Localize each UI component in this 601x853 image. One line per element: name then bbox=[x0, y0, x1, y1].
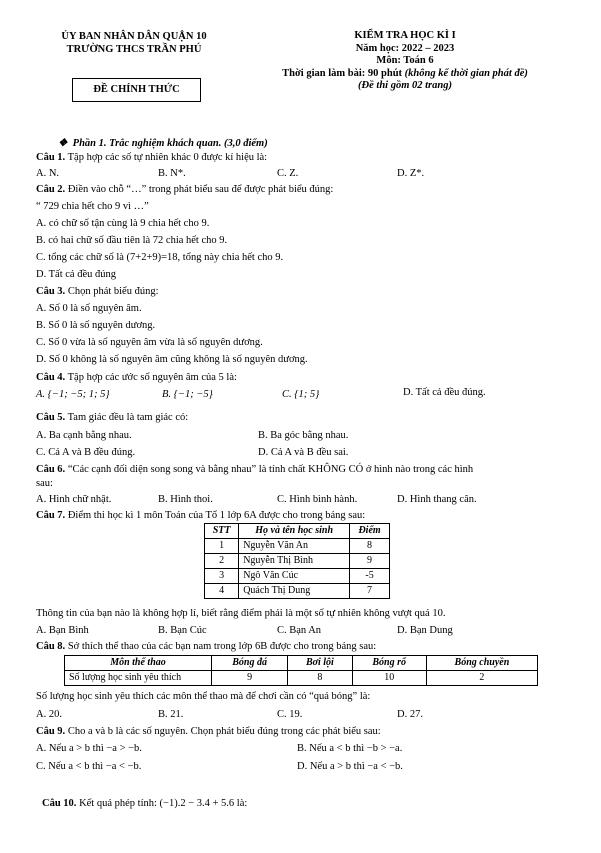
exam-title: KIỂM TRA HỌC KÌ I bbox=[354, 30, 456, 41]
q2-option-b[interactable]: B. có hai chữ số đầu tiên là 72 chia hết cho 9. bbox=[36, 235, 228, 246]
q8-option-a[interactable]: A. 20. bbox=[36, 709, 62, 720]
q4-option-b[interactable]: B. {−1; −5} bbox=[162, 389, 213, 400]
col-stt: STT bbox=[205, 524, 239, 539]
q9-option-d[interactable]: D. Nếu a > b thì −a < −b. bbox=[297, 761, 403, 772]
q8-statement: Số lượng học sinh yêu thích các môn thể thao mà để chơi cần có “quả bóng” là: bbox=[36, 691, 371, 702]
q6-option-d[interactable]: D. Hình thang cân. bbox=[397, 494, 477, 505]
q3-option-a[interactable]: A. Số 0 là số nguyên âm. bbox=[36, 303, 142, 314]
q9-option-b[interactable]: B. Nếu a < b thì −b > −a. bbox=[297, 743, 403, 754]
q7-option-c[interactable]: C. Bạn An bbox=[277, 625, 322, 636]
q1-option-b[interactable]: B. N*. bbox=[158, 168, 186, 179]
question-2: Câu 2. Điền vào chỗ “…” trong phát biểu sau để được phát biểu đúng: bbox=[36, 184, 334, 195]
q1-option-c[interactable]: C. Z. bbox=[277, 168, 299, 179]
q9-option-c[interactable]: C. Nếu a < b thì −a < −b. bbox=[36, 761, 142, 772]
question-1: Câu 1. Tập hợp các số tự nhiên khác 0 được kí hiệu là: bbox=[36, 152, 268, 163]
question-8: Câu 8. Sở thích thể thao của các bạn nam trong lớp 6B được cho trong bảng sau: bbox=[36, 641, 377, 652]
q8-option-d[interactable]: D. 27. bbox=[397, 709, 423, 720]
q3-option-c[interactable]: C. Số 0 vừa là số nguyên âm vừa là số nguyên dương. bbox=[36, 337, 263, 348]
question-6: Câu 6. “Các cạnh đối diện song song và bằng nhau” là tính chất KHÔNG CÓ ở hình nào trong các hình bbox=[36, 464, 474, 475]
q6-option-c[interactable]: C. Hình bình hành. bbox=[277, 494, 358, 505]
q9-option-a[interactable]: A. Nếu a > b thì −a > −b. bbox=[36, 743, 142, 754]
q2-option-d[interactable]: D. Tất cả đều đúng bbox=[36, 269, 116, 280]
q4-option-a[interactable]: A. {−1; −5; 1; 5} bbox=[36, 389, 110, 400]
q8-option-b[interactable]: B. 21. bbox=[158, 709, 184, 720]
q5-option-b[interactable]: B. Ba góc bằng nhau. bbox=[258, 430, 349, 441]
q8-option-c[interactable]: C. 19. bbox=[277, 709, 303, 720]
question-10: Câu 10. Kết quả phép tính: (−1).2 − 3.4 + 5.6 là: bbox=[42, 798, 248, 809]
q5-option-d[interactable]: D. Cả A và B đều sai. bbox=[258, 447, 349, 458]
table-row: Số lượng học sinh yêu thích 9 8 10 2 bbox=[65, 671, 538, 686]
col-name: Họ và tên học sinh bbox=[239, 524, 350, 539]
q6-option-a[interactable]: A. Hình chữ nhật. bbox=[36, 494, 112, 505]
table-header-row: Môn thể thao Bóng đá Bơi lội Bóng rổ Bóng chuyền bbox=[65, 656, 538, 671]
q4-option-d[interactable]: D. Tất cả đều đúng. bbox=[403, 387, 486, 398]
question-9: Câu 9. Cho a và b là các số nguyên. Chọn phát biểu đúng trong các phát biểu sau: bbox=[36, 726, 381, 737]
table-row: 2 Nguyễn Thị Bình 9 bbox=[205, 554, 390, 569]
q2-quote: “ 729 chia hết cho 9 vì …” bbox=[36, 201, 149, 212]
q7-option-d[interactable]: D. Bạn Dung bbox=[397, 625, 453, 636]
school-header bbox=[34, 30, 234, 56]
col-score: Điểm bbox=[350, 524, 390, 539]
district-name: ỦY BAN NHÂN DÂN QUẬN 10 bbox=[61, 31, 207, 42]
q5-option-c[interactable]: C. Cả A và B đều đúng. bbox=[36, 447, 136, 458]
q7-option-a[interactable]: A. Bạn Bình bbox=[36, 625, 89, 636]
official-badge: ĐỀ CHÍNH THỨC bbox=[72, 78, 201, 102]
q2-option-a[interactable]: A. có chữ số tận cùng là 9 chia hết cho 9. bbox=[36, 218, 210, 229]
table-row: 4 Quách Thị Dung 7 bbox=[205, 584, 390, 599]
q4-option-c[interactable]: C. {1; 5} bbox=[282, 389, 320, 400]
q3-option-b[interactable]: B. Số 0 là số nguyên dương. bbox=[36, 320, 156, 331]
q7-statement: Thông tin của bạn nào là không hợp lí, biết rằng điểm phải là một số tự nhiên không vượt quá 10. bbox=[36, 608, 446, 619]
score-table bbox=[204, 523, 390, 599]
q1-option-d[interactable]: D. Z*. bbox=[397, 168, 425, 179]
question-3: Câu 3. Chọn phát biểu đúng: bbox=[36, 286, 159, 297]
part1-title: ❖ Phần 1. Trắc nghiệm khách quan. (3,0 điểm) bbox=[58, 138, 268, 149]
table-row: 1 Nguyễn Văn An 8 bbox=[205, 539, 390, 554]
duration: Thời gian làm bài: 90 phút (không kể thời gian phát đề) bbox=[282, 67, 528, 79]
diamond-bullet-icon: ❖ bbox=[58, 138, 68, 149]
exam-header bbox=[250, 30, 560, 93]
page-count: (Đề thi gồm 02 trang) bbox=[358, 80, 452, 91]
school-year: Năm học: 2022 – 2023 bbox=[355, 42, 455, 54]
q6-option-b[interactable]: B. Hình thoi. bbox=[158, 494, 213, 505]
subject: Môn: Toán 6 bbox=[376, 55, 434, 66]
table-header-row bbox=[205, 524, 390, 539]
question-7: Câu 7. Điểm thi học kì 1 môn Toán của Tổ 1 lớp 6A được cho trong bảng sau: bbox=[36, 510, 366, 521]
q3-option-d[interactable]: D. Số 0 không là số nguyên âm cũng không là số nguyên dương. bbox=[36, 354, 308, 365]
q5-option-a[interactable]: A. Ba cạnh bằng nhau. bbox=[36, 430, 132, 441]
table-row: 3 Ngô Văn Cúc -5 bbox=[205, 569, 390, 584]
q1-option-a[interactable]: A. N. bbox=[36, 168, 60, 179]
q7-option-b[interactable]: B. Bạn Cúc bbox=[158, 625, 207, 636]
q2-option-c[interactable]: C. tổng các chữ số là (7+2+9)=18, tổng này chia hết cho 9. bbox=[36, 252, 284, 263]
sports-table bbox=[64, 655, 538, 686]
question-6-cont: sau: bbox=[36, 478, 53, 489]
question-4: Câu 4. Tập hợp các ước số nguyên âm của 5 là: bbox=[36, 372, 237, 383]
question-5: Câu 5. Tam giác đều là tam giác có: bbox=[36, 412, 189, 423]
school-name: TRƯỜNG THCS TRẦN PHÚ bbox=[66, 44, 202, 55]
